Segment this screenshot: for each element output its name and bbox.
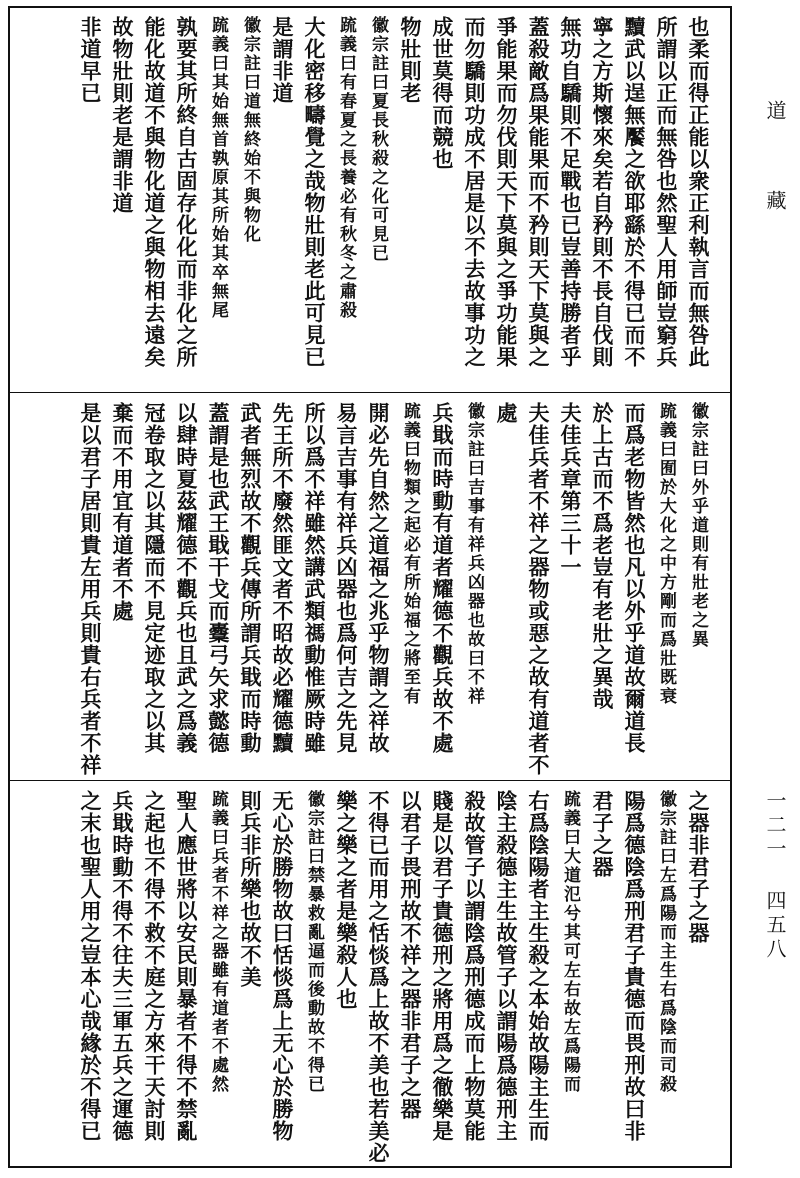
text-column: 君子之器	[590, 790, 615, 878]
text-column: 之器非君子之器	[686, 790, 711, 944]
text-column: 大化密移疇覺之哉物壯則老此可見已	[302, 16, 327, 368]
text-column: 武者無烈故不觀兵傳所謂兵戢而時動	[238, 402, 263, 754]
text-column: 兵戢而時動有道者耀德不觀兵故不處	[430, 402, 455, 754]
page-number: 一二一 四五八	[763, 790, 787, 962]
text-column: 蓋謂是也武王戢干戈而櫜弓矢求懿德	[206, 402, 231, 754]
text-column: 兵戢時動不得不往夫三軍五兵之運德	[110, 790, 135, 1142]
text-column: 右爲陰陽者主生殺之本始故陽主生而	[526, 790, 551, 1142]
text-column: 徽宗註曰道無終始不與物化	[240, 16, 260, 244]
text-column: 也柔而得正能以衆正利執言而無咎此	[686, 16, 711, 368]
text-column: 徽宗註曰夏長秋殺之化可見已	[368, 16, 388, 263]
column-group	[74, 16, 714, 384]
text-column: 徽宗註曰吉事有祥兵凶器也故曰不祥	[464, 402, 484, 706]
text-column: 而爲老物皆然也凡以外乎道故爾道長	[622, 402, 647, 754]
text-column: 䟽義曰兵者不祥之器雖有道者不處然	[208, 790, 228, 1094]
text-panel-top	[10, 8, 730, 392]
text-column: 徽宗註曰外乎道則有壯老之異	[688, 402, 708, 649]
text-column: 所以爲不祥雖然講武類禡動惟厥時雖	[302, 402, 327, 754]
text-column: 無功自驕則不足戰也已豈善持勝者乎	[558, 16, 583, 368]
column-group	[74, 402, 714, 776]
text-column: 孰要其所終自古固存化化而非化之所	[174, 16, 199, 368]
text-column: 殺故管子以謂陰爲刑德成而上物莫能	[462, 790, 487, 1142]
text-column: 蓋殺敵爲果能果而不矜則天下莫與之	[526, 16, 551, 368]
text-column: 徽宗註曰左爲陽而主生右爲陰而司殺	[656, 790, 676, 1094]
text-column: 陰主殺德主生故管子以謂陽爲德刑主	[494, 790, 519, 1142]
text-column: 䟽義曰囿於大化之中方剛而爲壯既衰	[656, 402, 676, 706]
text-column: 徽宗註曰禁暴救亂逼而後動故不得已	[304, 790, 324, 1094]
text-column: 夫佳兵者不祥之器物或惡之故有道者不	[526, 402, 551, 776]
text-column: 陽爲德陰爲刑君子貴德而畏刑故曰非	[622, 790, 647, 1142]
text-column: 易言吉事有祥兵凶器也爲何吉之先見	[334, 402, 359, 754]
text-column: 以君子畏刑故不祥之器非君子之器	[398, 790, 423, 1120]
text-column: 不得已而用之恬惔爲上故不美也若美必	[366, 790, 391, 1164]
text-column: 黷武以逞無饜之欲耶繇於不得已而不	[622, 16, 647, 368]
text-column: 棄而不用宜有道者不處	[110, 402, 135, 622]
text-column: 䟽義曰物類之起必有所始福之將至有	[400, 402, 420, 706]
text-column: 開必先自然之道福之兆乎物謂之祥故	[366, 402, 391, 754]
text-column: 賤是以君子貴德刑之將用爲之徹樂是	[430, 790, 455, 1142]
text-column: 无心於勝物故曰恬惔爲上无心於勝物	[270, 790, 295, 1142]
text-panel-bottom	[10, 782, 730, 1166]
margin-title-bottom: 藏	[763, 190, 787, 210]
text-column: 成世莫得而競也	[430, 16, 455, 170]
text-column: 故物壯則老是謂非道	[110, 16, 135, 214]
text-column: 樂之樂之者是樂殺人也	[334, 790, 359, 1010]
text-column: 而勿驕則功成不居是以不去故事功之	[462, 16, 487, 368]
text-column: 先王所不廢然匪文者不昭故必耀德黷	[270, 402, 295, 754]
page-frame	[8, 6, 732, 1168]
panel-divider	[10, 392, 730, 393]
text-column: 是以君子居則貴左用兵則貴右兵者不祥	[78, 402, 103, 776]
text-column: 於上古而不爲老豈有老壯之異哉	[590, 402, 615, 710]
margin-title-top: 道	[763, 100, 787, 120]
column-group	[74, 790, 714, 1164]
text-panel-middle	[10, 394, 730, 780]
text-column: 䟽義曰大道氾兮其可左右故左爲陽而	[560, 790, 580, 1094]
text-column: 聖人應世將以安民則暴者不得不禁亂	[174, 790, 199, 1142]
text-column: 夫佳兵章第三十一	[558, 402, 583, 578]
text-column: 則兵非所樂也故不美	[238, 790, 263, 988]
text-column: 之起也不得不救不庭之方來干天討則	[142, 790, 167, 1142]
text-column: 之末也聖人用之豈本心哉緣於不得已	[78, 790, 103, 1142]
text-column: 䟽義曰其始無首孰原其所始其卒無尾	[208, 16, 228, 320]
text-column: 處	[494, 402, 519, 424]
text-column: 物壯則老	[398, 16, 423, 104]
text-column: 是謂非道	[270, 16, 295, 104]
text-column: 能化故道不與物化道之與物相去遠矣	[142, 16, 167, 368]
text-column: 冠卷取之以其隱而不見定迹取之以其	[142, 402, 167, 754]
text-column: 非道早已	[78, 16, 103, 104]
text-column: 寧之方斯懷來矣若自矜則不長自伐則	[590, 16, 615, 368]
text-column: 䟽義曰有春夏之長養必有秋冬之肅殺	[336, 16, 356, 320]
panel-divider	[10, 780, 730, 781]
text-column: 爭能果而勿伐則天下莫與之爭功能果	[494, 16, 519, 368]
text-column: 所謂以正而無咎也然聖人用師豈窮兵	[654, 16, 679, 368]
text-column: 以肆時夏茲耀德不觀兵也且武之爲義	[174, 402, 199, 754]
